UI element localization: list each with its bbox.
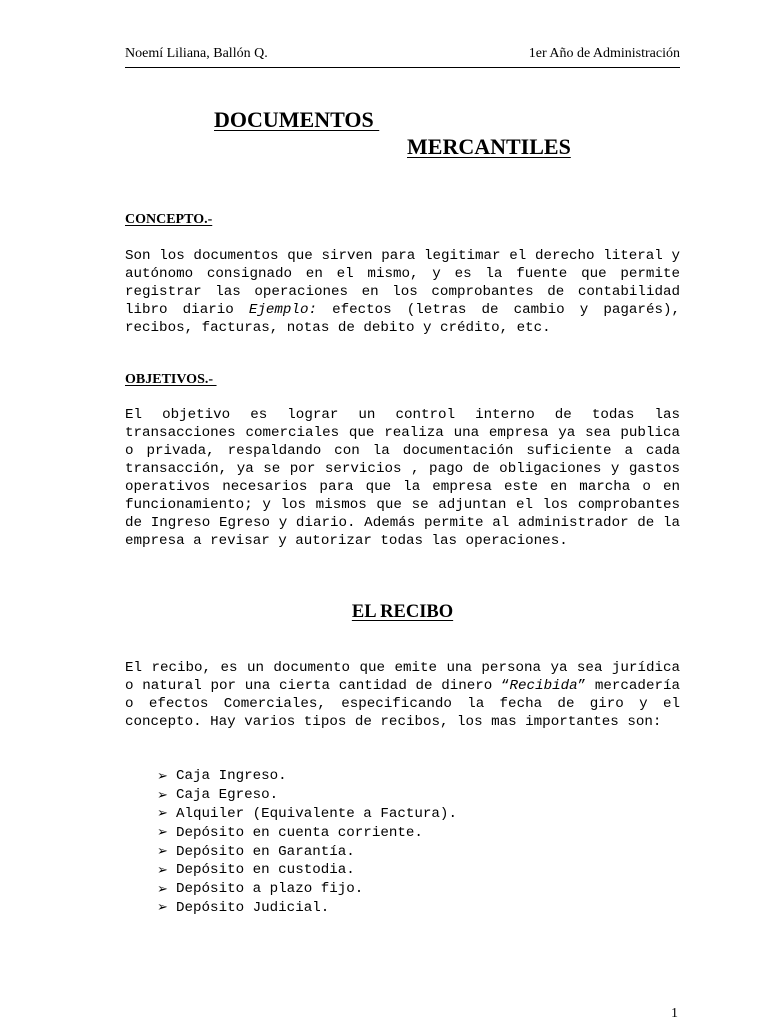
recibo-text-end: ” mercadería o efectos Comerciales, especificando la fecha de giro y el concepto. Hay varios tipos de recibos, los mas importantes son:	[125, 678, 680, 730]
page-number: 1	[671, 1006, 678, 1021]
header-divider	[125, 67, 680, 68]
arrowhead-bullet-icon: ➢	[157, 806, 168, 822]
list-item: ➢ Depósito a plazo fijo.	[157, 881, 364, 898]
list-item: ➢ Depósito en cuenta corriente.	[157, 824, 423, 841]
objetivos-heading: OBJETIVOS.-	[125, 372, 217, 387]
header-course: 1er Año de Administración	[528, 46, 680, 61]
list-item: ➢ Depósito Judicial.	[157, 899, 330, 916]
document-title-line-2: MERCANTILES	[407, 134, 571, 159]
objetivos-paragraph: El objetivo es lograr un control interno de todas las transacciones comerciales que realiza una empresa ya sea publica o privada, respaldando con la documentación suficiente a cada transacción, ya se por servicios , pago de obligaciones y gastos operativos necesarios para que la empresa este en marcha o en funcionamiento; y los mismos que se adjuntan el los comprobantes de Ingreso Egreso y diario. Además permite al administrador de la empresa a revisar y autorizar todas las operaciones.	[125, 407, 680, 549]
list-item: ➢ Depósito en Garantía.	[157, 843, 355, 860]
list-item: ➢ Caja Egreso.	[157, 787, 279, 804]
arrowhead-bullet-icon: ➢	[157, 844, 168, 860]
list-item: ➢ Caja Ingreso.	[157, 768, 287, 785]
concepto-text-start: Son los documentos que sirven para legitimar el derecho literal y autónomo consignado en el mismo, y es la fuente que permite registrar las operaciones en los comprobantes de contabilidad libro diario	[125, 248, 680, 318]
arrowhead-bullet-icon: ➢	[157, 768, 168, 784]
recibo-heading: EL RECIBO	[351, 602, 454, 622]
example-label: Ejemplo:	[248, 302, 317, 318]
header-author: Noemí Liliana, Ballón Q.	[125, 46, 268, 61]
document-title-line-1: DOCUMENTOS	[214, 107, 380, 132]
concepto-heading: CONCEPTO.-	[125, 212, 213, 227]
arrowhead-bullet-icon: ➢	[157, 881, 168, 897]
recibo-types-list	[157, 767, 457, 917]
recibo-paragraph	[125, 659, 680, 731]
concepto-text-end: efectos (letras de cambio y pagarés), recibos, facturas, notas de debito y crédito, etc.	[125, 302, 681, 336]
list-item: ➢ Alquiler (Equivalente a Factura).	[157, 805, 457, 822]
arrowhead-bullet-icon: ➢	[157, 862, 168, 878]
recibo-text-start: El recibo, es un documento que emite una persona ya sea jurídica o natural por una cierta cantidad de dinero “	[125, 660, 680, 694]
concepto-paragraph	[125, 247, 680, 337]
arrowhead-bullet-icon: ➢	[157, 825, 168, 841]
arrowhead-bullet-icon: ➢	[157, 787, 168, 803]
list-item: ➢ Depósito en custodia.	[157, 862, 355, 879]
arrowhead-bullet-icon: ➢	[157, 900, 168, 916]
recibida-word: Recibida	[509, 678, 578, 694]
